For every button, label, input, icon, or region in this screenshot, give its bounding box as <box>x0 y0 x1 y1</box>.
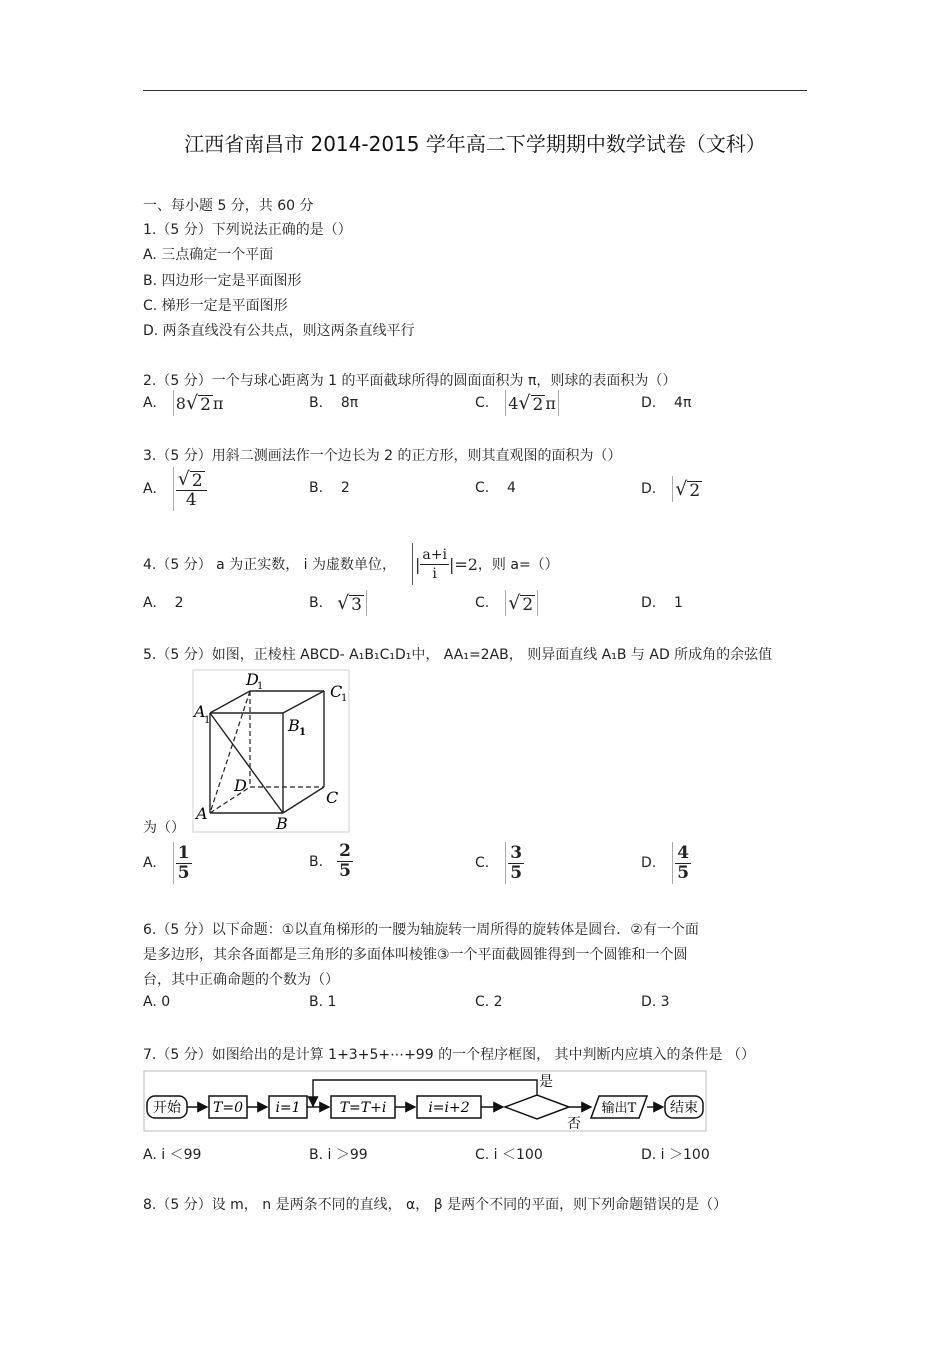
q4-stem-post: ，则 a=（） <box>477 557 559 573</box>
label-a1: A <box>194 702 206 721</box>
q1-option-c: C. 梯形一定是平面图形 <box>143 298 288 314</box>
q5-d-den: 5 <box>677 862 690 883</box>
flow-tti-text: T=T+i <box>339 1100 387 1116</box>
q2-option-c-label: C. <box>475 395 490 411</box>
q5-option-a-label: A. <box>143 855 157 871</box>
flow-yes-label: 是 <box>539 1074 553 1090</box>
q1-option-b: B. 四边形一定是平面图形 <box>143 273 302 289</box>
q1-stem: 1.（5 分）下列说法正确的是（） <box>143 222 352 238</box>
flow-no-label: 否 <box>567 1116 581 1132</box>
q2-option-b-label: B. <box>309 395 324 411</box>
q4-option-d-label: D. <box>641 595 657 611</box>
q5-option-d <box>641 842 691 884</box>
q6-option-a: A. 0 <box>143 994 171 1010</box>
label-a1-sub: 1 <box>204 715 211 726</box>
q4-option-b: B. √ 3 <box>309 590 369 616</box>
label-a: A <box>196 804 208 823</box>
q7-option-b: B. i ＞99 <box>309 1147 368 1163</box>
q6-line-2: 是多边形，其余各面都是三角形的多面体叫棱锥③一个平面截圆锥得到一个圆锥和一个圆 <box>143 947 688 963</box>
q2-option-d-label: D. <box>641 395 657 411</box>
label-b1-sub: 1 <box>299 727 306 738</box>
section-heading: 一、每小题 5 分，共 60 分 <box>143 198 314 214</box>
q5-b-den: 5 <box>339 861 351 881</box>
q3-option-d: D. √ 2 <box>641 477 701 501</box>
q4-option-b-label: B. <box>309 595 324 611</box>
label-d: D <box>234 776 247 795</box>
q7-flowchart <box>143 1070 707 1132</box>
q2-option-c <box>475 390 561 416</box>
q7-option-d: D. i ＞100 <box>641 1147 710 1163</box>
q3-option-a: A. √ 2 4 <box>143 467 207 511</box>
label-c1-sub: 1 <box>341 693 348 704</box>
q3-option-c <box>475 480 516 496</box>
q3-option-b-label: B. <box>309 480 324 496</box>
flow-decision-diamond <box>505 1095 569 1119</box>
q2-a-rad: 2 <box>200 394 211 415</box>
label-c1: C <box>330 682 343 701</box>
q6-option-b: B. 1 <box>309 994 337 1010</box>
q4-option-a-value: 2 <box>174 595 184 611</box>
q2-option-b <box>309 395 358 411</box>
q3-option-c-label: C. <box>475 480 490 496</box>
q8-stem: 8.（5 分）设 m， n 是两条不同的直线， α， β 是两个不同的平面，则下列命题错误的是（） <box>143 1197 728 1213</box>
q4-option-c: C. √ 2 <box>475 590 540 616</box>
q5-c-num: 3 <box>510 842 523 863</box>
q2-option-d <box>641 395 691 411</box>
q5-c-den: 5 <box>510 862 523 883</box>
q4-expr-num: a+i <box>422 546 447 563</box>
q7-option-a: A. i ＜99 <box>143 1147 202 1163</box>
q3-option-b <box>309 480 350 496</box>
q4-option-d <box>641 595 683 611</box>
q5-d-num: 4 <box>677 842 690 863</box>
q3-d-rad: 2 <box>689 480 701 501</box>
q4-c-rad: 2 <box>522 594 534 615</box>
header-rule <box>143 90 807 91</box>
q4-option-a-label: A. <box>143 595 157 611</box>
q2-option-a-label: A. <box>143 395 157 411</box>
q4-option-d-value: 1 <box>674 595 683 611</box>
q1-option-a: A. 三点确定一个平面 <box>143 247 274 263</box>
q2-c-pi: π <box>545 393 556 413</box>
q6-option-d: D. 3 <box>641 994 670 1010</box>
q5-option-b-label: B. <box>309 853 324 870</box>
q5-option-a <box>143 842 192 884</box>
label-c: C <box>326 788 339 807</box>
label-d1: D <box>246 670 259 689</box>
q3-a-rad: 2 <box>191 470 203 491</box>
q5-a-num: 1 <box>177 842 190 863</box>
flow-i1-text: i=1 <box>275 1100 301 1116</box>
q3-option-a-label: A. <box>143 481 157 497</box>
q4-expr-rhs: |=2 <box>448 554 478 574</box>
q5-option-b <box>309 842 353 881</box>
q4-option-c-label: C. <box>475 595 490 611</box>
q6-option-c: C. 2 <box>475 994 503 1010</box>
q2-stem: 2.（5 分）一个与球心距离为 1 的平面截球所得的圆面面积为 π，则球的表面积为（） <box>143 373 677 389</box>
q2-option-a-expr: 8 √ 2 π <box>171 390 224 416</box>
q6-line-3: 台，其中正确命题的个数为（） <box>143 972 339 988</box>
q5-option-d-label: D. <box>641 855 657 871</box>
q5-stem-tail: 为（） <box>143 820 185 836</box>
q5-b-num: 2 <box>339 841 351 861</box>
q2-option-a <box>143 390 223 416</box>
q3-a-den: 4 <box>185 489 197 510</box>
page-title: 江西省南昌市 2014-2015 学年高二下学期期中数学试卷（文科） <box>184 132 766 156</box>
q2-option-b-value: 8π <box>340 395 359 411</box>
q4-b-rad: 3 <box>351 594 362 615</box>
q2-c-rad: 2 <box>532 394 544 415</box>
q4-option-a <box>143 595 184 611</box>
q2-a-pi: π <box>212 393 224 413</box>
q2-option-c-expr: 4 √ 2 π <box>503 390 561 416</box>
q4-stem: 4.（5 分） a 为正实数， i 为虚数单位， | $\frac{a+i}{i}$ |=2 ，则 a=（） <box>143 543 559 585</box>
q1-option-d: D. 两条直线没有公共点，则这两条直线平行 <box>143 323 415 339</box>
q5-prism-figure <box>190 667 352 835</box>
q5-option-c-label: C. <box>475 855 490 871</box>
q3-option-d-label: D. <box>641 481 657 497</box>
q6-line-1: 6.（5 分）以下命题：①以直角梯形的一腰为轴旋转一周所得的旋转体是圆台．②有一个面 <box>143 922 699 938</box>
q4-expr-den: i <box>432 565 437 582</box>
flow-start-text: 开始 <box>153 1100 181 1116</box>
q3-option-b-value: 2 <box>340 480 350 496</box>
label-b1: B <box>288 716 300 735</box>
q5-option-c <box>475 842 524 884</box>
q3-option-c-value: 4 <box>507 480 516 496</box>
flow-ii2-text: i=i+2 <box>428 1100 470 1116</box>
flow-output-text: 输出T <box>601 1101 637 1116</box>
q5-a-den: 5 <box>177 862 190 883</box>
q7-option-c: C. i ＜100 <box>475 1147 543 1163</box>
label-d1-sub: 1 <box>257 681 264 692</box>
q2-option-d-value: 4π <box>674 395 692 411</box>
q5-stem: 5.（5 分）如图，正棱柱 ABCD- A₁B₁C₁D₁中， AA₁=2AB， 则异面直线 A₁B 与 AD 所成角的余弦值 <box>143 647 773 663</box>
flow-end-text: 结束 <box>670 1100 698 1116</box>
label-b: B <box>276 814 288 833</box>
flow-t0-text: T=0 <box>213 1100 243 1116</box>
q2-a-coef: 8 <box>175 393 186 413</box>
q2-c-coef: 4 <box>508 393 519 413</box>
q3-stem: 3.（5 分）用斜二测画法作一个边长为 2 的正方形，则其直观图的面积为（） <box>143 448 622 464</box>
q7-stem: 7.（5 分）如图给出的是计算 1+3+5+⋯+99 的一个程序框图， 其中判断内应填入的条件是 （） <box>143 1047 755 1063</box>
q4-stem-pre: 4.（5 分） a 为正实数， i 为虚数单位， <box>143 557 396 573</box>
